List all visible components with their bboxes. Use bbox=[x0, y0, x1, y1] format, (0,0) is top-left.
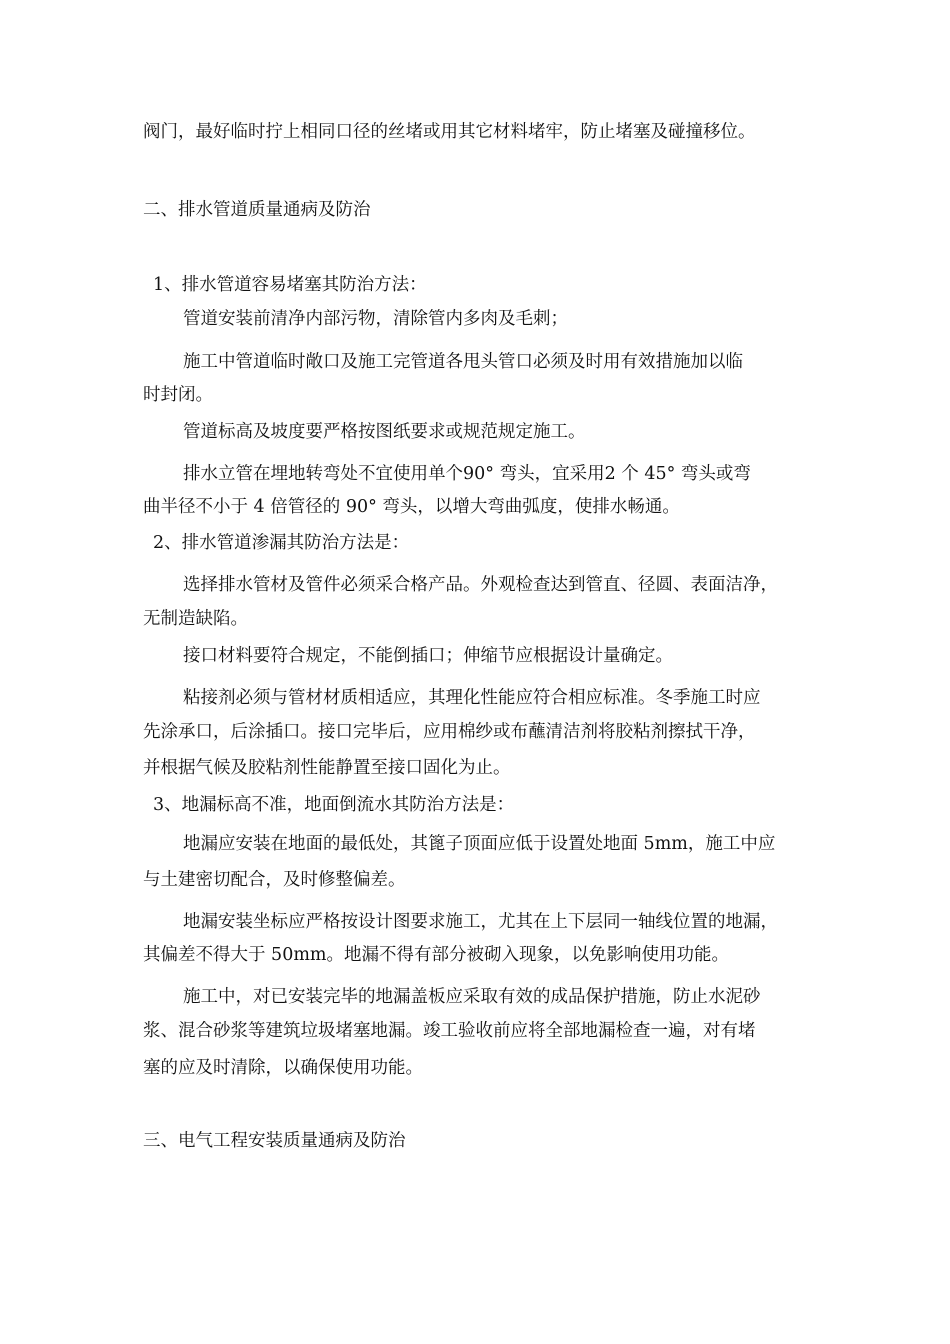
paragraph-line: 时封闭。 bbox=[143, 385, 213, 405]
section-heading: 二、排水管道质量通病及防治 bbox=[143, 200, 371, 220]
paragraph-line: 管道安装前清净内部污物，清除管内多肉及毛刺； bbox=[183, 309, 568, 329]
paragraph-line: 施工中，对已安装完毕的地漏盖板应采取有效的成品保护措施，防止水泥砂 bbox=[183, 987, 761, 1007]
paragraph-line: 施工中管道临时敞口及施工完管道各甩头管口必须及时用有效措施加以临 bbox=[183, 352, 743, 372]
paragraph-line: 无制造缺陷。 bbox=[143, 609, 248, 629]
section-heading: 三、电气工程安装质量通病及防治 bbox=[143, 1131, 406, 1151]
paragraph-line: 地漏应安装在地面的最低处，其篦子顶面应低于设置处地面 5mm，施工中应 bbox=[183, 834, 776, 854]
paragraph-line: 与土建密切配合，及时修整偏差。 bbox=[143, 870, 406, 890]
paragraph-line: 排水立管在埋地转弯处不宜使用单个90° 弯头，宜采用2 个 45° 弯头或弯 bbox=[183, 464, 751, 484]
paragraph-line: 浆、混合砂浆等建筑垃圾堵塞地漏。竣工验收前应将全部地漏检查一遍，对有堵 bbox=[143, 1021, 756, 1041]
subsection-heading: 2、排水管道渗漏其防治方法是： bbox=[153, 533, 410, 553]
paragraph-line: 并根据气候及胶粘剂性能静置至接口固化为止。 bbox=[143, 758, 511, 778]
paragraph-line: 其偏差不得大于 50mm。地漏不得有部分被砌入现象，以免影响使用功能。 bbox=[143, 945, 730, 965]
paragraph-line: 地漏安装坐标应严格按设计图要求施工，尤其在上下层同一轴线位置的地漏， bbox=[183, 912, 778, 932]
paragraph-line: 曲半径不小于 4 倍管径的 90° 弯头，以增大弯曲弧度，使排水畅通。 bbox=[143, 497, 680, 517]
paragraph-line: 管道标高及坡度要严格按图纸要求或规范规定施工。 bbox=[183, 422, 586, 442]
paragraph-line: 阀门，最好临时拧上相同口径的丝堵或用其它材料堵牢，防止堵塞及碰撞移位。 bbox=[143, 122, 756, 142]
paragraph-line: 先涂承口，后涂插口。接口完毕后，应用棉纱或布蘸清洁剂将胶粘剂擦拭干净， bbox=[143, 722, 756, 742]
subsection-heading: 3、地漏标高不准，地面倒流水其防治方法是： bbox=[153, 795, 515, 815]
paragraph-line: 接口材料要符合规定，不能倒插口；伸缩节应根据设计量确定。 bbox=[183, 646, 673, 666]
paragraph-line: 塞的应及时清除，以确保使用功能。 bbox=[143, 1058, 423, 1078]
paragraph-line: 选择排水管材及管件必须采合格产品。外观检查达到管直、径圆、表面洁净， bbox=[183, 575, 778, 595]
subsection-heading: 1、排水管道容易堵塞其防治方法： bbox=[153, 275, 427, 295]
paragraph-line: 粘接剂必须与管材材质相适应，其理化性能应符合相应标准。冬季施工时应 bbox=[183, 688, 761, 708]
